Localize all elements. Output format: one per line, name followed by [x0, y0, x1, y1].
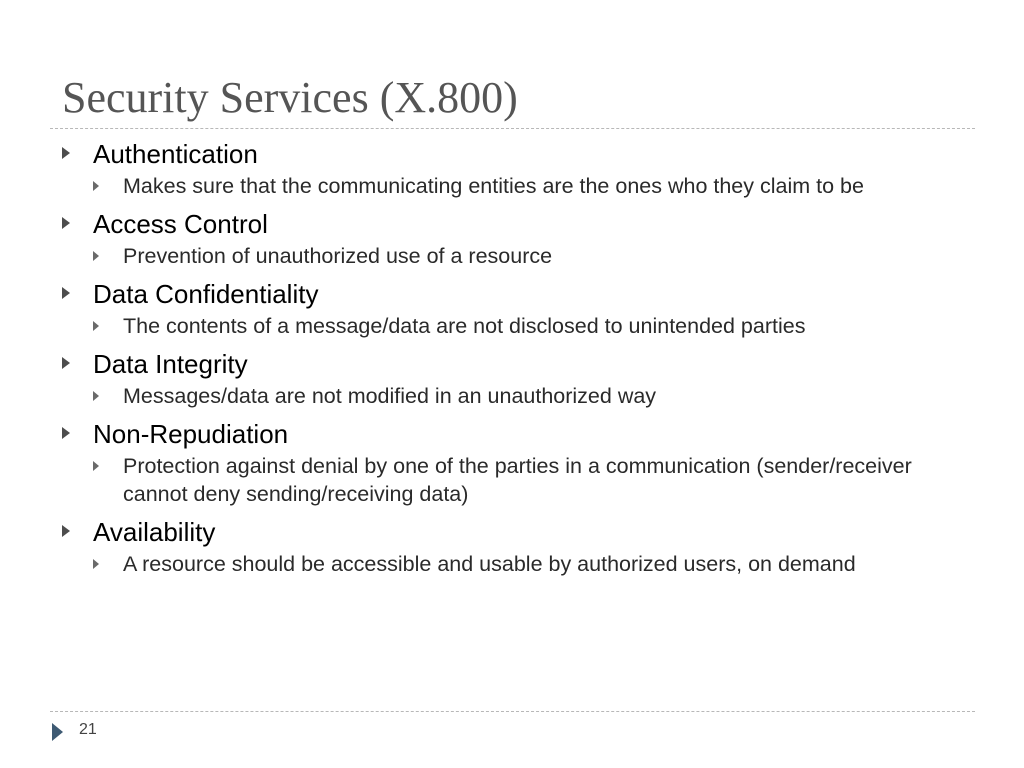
triangle-right-icon — [62, 525, 70, 537]
bullet-detail — [93, 452, 962, 508]
triangle-right-icon — [93, 321, 99, 331]
bullet-heading — [62, 346, 962, 382]
bullet-detail — [93, 242, 962, 270]
bullet-heading-text: Access Control — [93, 209, 268, 239]
list-item — [62, 346, 962, 410]
triangle-right-icon — [62, 427, 70, 439]
slide-title: Security Services (X.800) — [62, 73, 518, 122]
bullet-detail-text: Makes sure that the communicating entities are the ones who they claim to be — [123, 174, 864, 198]
bullet-detail-text: The contents of a message/data are not disclosed to unintended parties — [123, 314, 806, 338]
bullet-detail — [93, 312, 962, 340]
title-divider — [50, 128, 975, 129]
bullet-heading — [62, 514, 962, 550]
bullet-heading — [62, 276, 962, 312]
bullet-detail — [93, 172, 962, 200]
bullet-heading-text: Availability — [93, 517, 216, 547]
triangle-right-icon — [62, 287, 70, 299]
triangle-right-icon — [52, 723, 63, 741]
footer-divider — [50, 711, 975, 712]
triangle-right-icon — [62, 147, 70, 159]
list-item — [62, 416, 962, 508]
bullet-detail-text: Messages/data are not modified in an unauthorized way — [123, 384, 657, 408]
bullet-detail-text: Prevention of unauthorized use of a resource — [123, 244, 553, 268]
bullet-detail — [93, 550, 962, 578]
bullet-heading-text: Data Integrity — [93, 349, 248, 379]
bullet-list — [62, 136, 962, 584]
bullet-heading — [62, 416, 962, 452]
bullet-detail-text: A resource should be accessible and usable by authorized users, on demand — [123, 552, 856, 576]
page-number: 21 — [79, 721, 97, 738]
triangle-right-icon — [93, 461, 99, 471]
triangle-right-icon — [93, 181, 99, 191]
list-item — [62, 276, 962, 340]
triangle-right-icon — [62, 217, 70, 229]
list-item — [62, 136, 962, 200]
triangle-right-icon — [93, 251, 99, 261]
list-item — [62, 206, 962, 270]
bullet-detail — [93, 382, 962, 410]
triangle-right-icon — [93, 391, 99, 401]
bullet-heading-text: Data Confidentiality — [93, 279, 319, 309]
bullet-heading-text: Non-Repudiation — [93, 419, 289, 449]
bullet-heading — [62, 206, 962, 242]
bullet-detail-text: Protection against denial by one of the parties in a communication (sender/receiver cannot deny sending/receiving data) — [123, 454, 912, 506]
bullet-heading — [62, 136, 962, 172]
triangle-right-icon — [62, 357, 70, 369]
bullet-heading-text: Authentication — [93, 139, 258, 169]
triangle-right-icon — [93, 559, 99, 569]
list-item — [62, 514, 962, 578]
